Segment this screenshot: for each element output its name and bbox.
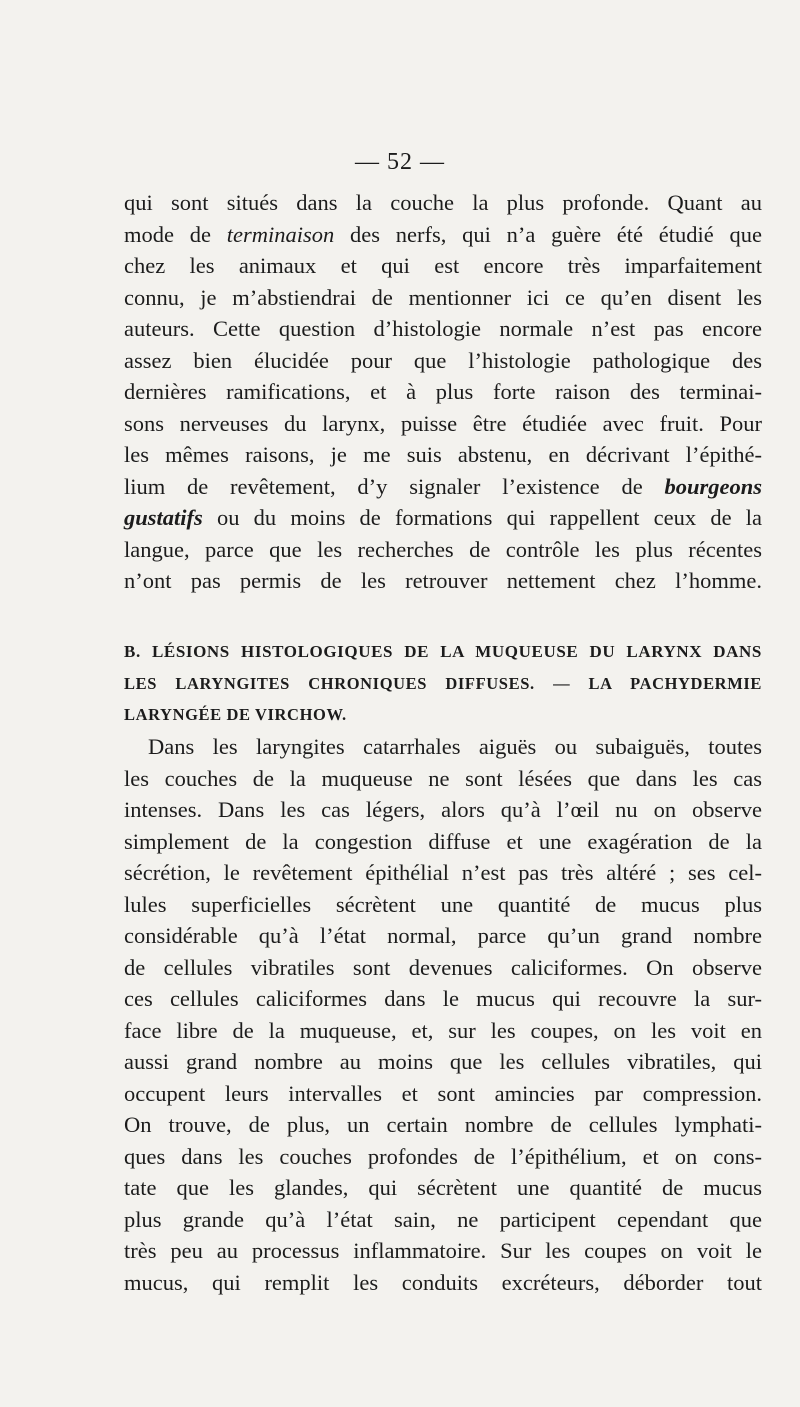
text-line: ces cellules caliciformes dans le mucus qui recouvre la sur- — [124, 986, 762, 1011]
section-heading-line-3: LARYNGÉE DE VIRCHOW. — [124, 705, 347, 724]
text-line: très peu au processus inflammatoire. Sur les coupes on voit le — [124, 1238, 762, 1263]
text-line: On trouve, de plus, un certain nombre de cellules lymphati- — [124, 1112, 762, 1137]
paragraph-2 — [124, 731, 762, 1298]
text-line: de cellules vibratiles sont devenues caliciformes. On observe — [124, 954, 762, 980]
text-line: auteurs. Cette question d’histologie normale n’est pas encore — [124, 316, 762, 341]
text-line: sécrétion, le revêtement épithélial n’est pas très altéré ; ses cel- — [124, 860, 762, 885]
section-heading-line-2: LES LARYNGITES CHRONIQUES DIFFUSES. — LA PACHYDERMIE — [124, 673, 762, 693]
text-line: occupent leurs intervalles et sont amincies par compression. — [124, 1080, 762, 1106]
text-line: qui sont situés dans la couche la plus profonde. Quant au — [124, 190, 762, 215]
text-line: n’ont pas permis de les retrouver nettement chez l’homme. — [124, 568, 762, 593]
emphasis-gustatifs: gustatifs — [124, 505, 203, 530]
text-line: lules superficielles sécrètent une quantité de mucus plus — [124, 891, 762, 917]
section-heading-line-1: B. LÉSIONS HISTOLOGIQUES DE LA MUQUEUSE DU LARYNX DANS — [124, 642, 762, 661]
emphasis-terminaison: terminaison — [226, 221, 335, 247]
text-line: les mêmes raisons, je me suis abstenu, en décrivant l’épithé- — [124, 442, 762, 467]
text-line: ques dans les couches profondes de l’épithélium, et on cons- — [124, 1143, 762, 1169]
text-line: plus grande qu’à l’état sain, ne participent cependant que — [124, 1206, 762, 1232]
text-line: considérable qu’à l’état normal, parce qu’un grand nombre — [124, 923, 762, 948]
emphasis-bourgeons: bourgeons — [664, 473, 762, 499]
page-number: — 52 — — [355, 149, 445, 175]
text-line: face libre de la muqueuse, et, sur les coupes, on les voit en — [124, 1017, 762, 1043]
paragraph-1 — [124, 187, 762, 597]
text-line: gustatifs ou du moins de formations qui rappellent ceux de la — [124, 505, 762, 530]
text-line: sons nerveuses du larynx, puisse être étudiée avec fruit. Pour — [124, 410, 762, 436]
text-line: mucus, qui remplit les conduits excréteurs, déborder tout — [124, 1269, 762, 1295]
text-line: dernières ramifications, et à plus forte raison des terminai- — [124, 379, 762, 404]
text-line: les couches de la muqueuse ne sont lésées que dans les cas — [124, 765, 762, 791]
text-line: chez les animaux et qui est encore très imparfaitement — [124, 253, 762, 278]
text-line: lium de revêtement, d’y signaler l’existence de bourgeons — [124, 473, 762, 499]
text-line: tate que les glandes, qui sécrètent une quantité de mucus — [124, 1175, 762, 1200]
text-line: aussi grand nombre au moins que les cellules vibratiles, qui — [124, 1049, 762, 1074]
text-line: intenses. Dans les cas légers, alors qu’à l’œil nu on observe — [124, 797, 762, 822]
text-line: mode de terminaison des nerfs, qui n’a guère été étudié que — [124, 221, 762, 247]
text-line: assez bien élucidée pour que l’histologie pathologique des — [124, 347, 762, 373]
text-line: connu, je m’abstiendrai de mentionner ici ce qu’en disent les — [124, 284, 762, 310]
text-line: Dans les laryngites catarrhales aiguës ou subaiguës, toutes — [148, 734, 762, 759]
section-heading — [124, 636, 762, 731]
text-line: langue, parce que les recherches de contrôle les plus récentes — [124, 536, 762, 562]
text-line: simplement de la congestion diffuse et une exagération de la — [124, 828, 762, 854]
